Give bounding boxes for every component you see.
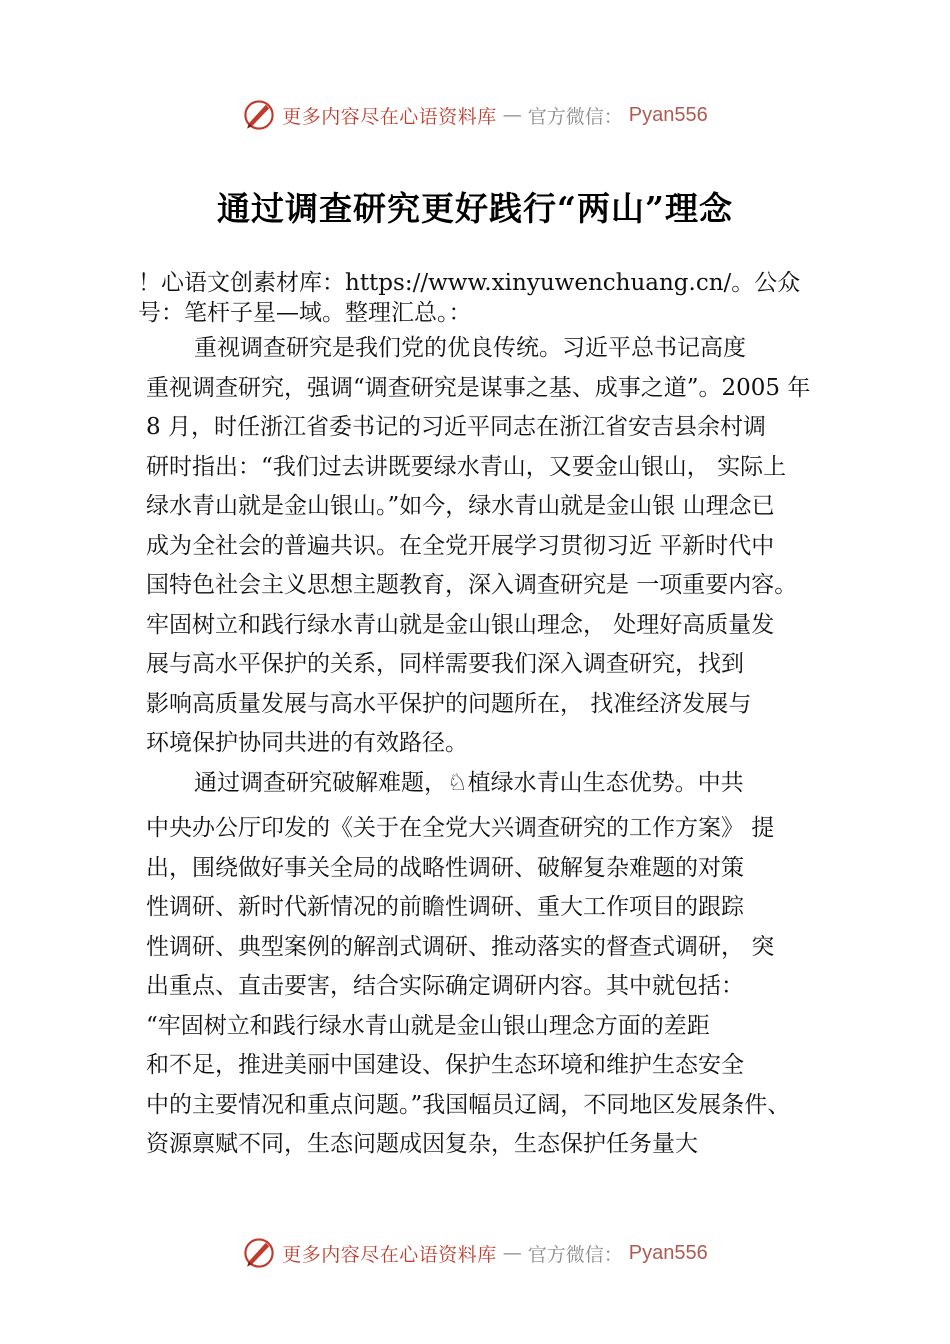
paragraph-line: 中的主要情况和重点问题。”我国幅员辽阔，不同地区发展条件、 [146,1091,791,1118]
paragraph-line: 成为全社会的普遍共识。在全党开展学习贯彻习近 平新时代中 [146,532,775,559]
source-line: ！心语文创素材库：https://www.xinyuwenchuang.cn/。公众 [138,270,801,296]
paragraph-line: 和不足，推进美丽中国建设、保护生态环境和维护生态安全 [146,1052,744,1078]
paragraph-line: 影响高质量发展与高水平保护的问题所在， 找准经济发展与 [146,690,752,717]
paragraph-line: 资源禀赋不同，生态问题成因复杂，生态保护任务量大 [146,1131,698,1157]
banner-suffix-text: 官方微信： [527,1243,623,1266]
banner-main-text: 更多内容尽在心语资料库 [282,1243,497,1266]
source-line: 号：笔杆子星—域。整理汇总。： [138,300,472,326]
paragraph-line: 8 月，时任浙江省委书记的习近平同志在浙江省安吉县余村调 [146,414,766,440]
paragraph-line: “牢固树立和践行绿水青山就是金山银山理念方面的差距 [146,1012,710,1039]
page-title: 通过调查研究更好践行“两山”理念 [217,189,733,228]
paragraph-line: 中央办公厅印发的《关于在全党大兴调查研究的工作方案》 提 [146,815,775,841]
paragraph-line: 重视调查研究，强调“调查研究是谋事之基、成事之道”。2005 年 [146,374,811,401]
paragraph-line: 研时指出：“我们过去讲既要绿水青山，又要金山银山， 实际上 [146,453,787,480]
banner-main-text: 更多内容尽在心语资料库 [282,105,497,128]
pen-logo-icon [242,1236,276,1270]
paragraph-2 [146,764,836,1165]
paragraph-line: 通过调查研究破解难题，♘植绿水青山生态优势。中共 [194,769,744,796]
article-body [146,329,836,1165]
paragraph-line: 重视调查研究是我们党的优良传统。习近平总书记高度 [194,335,746,361]
source-note [138,268,838,328]
paragraph-line: 性调研、新时代新情况的前瞻性调研、重大工作项目的跟踪 [146,894,744,920]
banner-separator: — [502,104,522,126]
footer-banner [0,1233,950,1273]
banner-wechat-id: Pyan556 [628,1241,708,1264]
paragraph-line: 绿水青山就是金山银山。”如今，绿水青山就是金山银 山理念已 [146,493,775,519]
paragraph-line: 性调研、典型案例的解剖式调研、推动落实的督查式调研， 突 [146,933,775,960]
header-banner [0,95,950,135]
paragraph-line: 国特色社会主义思想主题教育，深入调查研究是 一项重要内容。 [146,572,798,598]
paragraph-line: 展与高水平保护的关系，同样需要我们深入调查研究，找到 [146,651,744,677]
banner-separator: — [502,1242,522,1264]
banner-suffix-text: 官方微信： [527,105,623,128]
paragraph-line: 牢固树立和践行绿水青山就是金山银山理念， 处理好高质量发 [146,611,775,638]
paragraph-line: 环境保护协同共进的有效路径。 [146,730,468,756]
paragraph-line: 出重点、直击要害，结合实际确定调研内容。其中就包括： [146,973,744,999]
paragraph-line: 出，围绕做好事关全局的战略性调研、破解复杂难题的对策 [146,854,744,881]
paragraph-1 [146,329,836,764]
banner-wechat-id: Pyan556 [628,103,708,126]
pen-logo-icon [242,98,276,132]
